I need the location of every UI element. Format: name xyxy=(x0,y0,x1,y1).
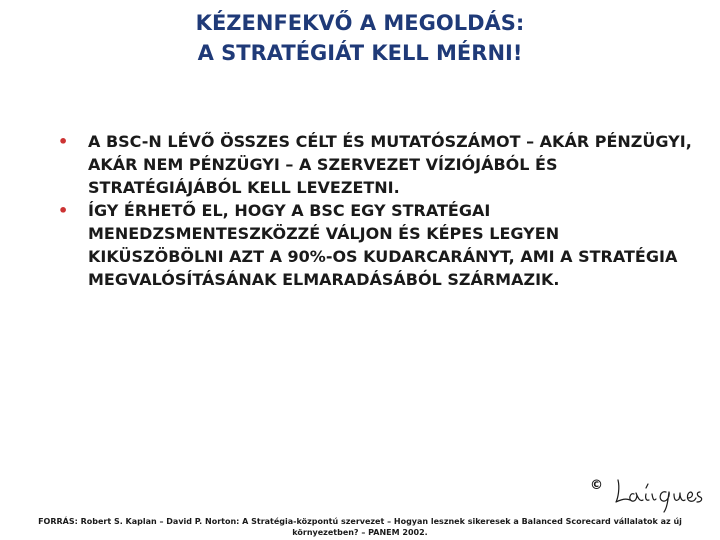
bullet-icon: • xyxy=(58,201,69,220)
bullet-item xyxy=(58,130,698,199)
bullet-icon: • xyxy=(58,132,69,151)
bullet-list xyxy=(58,130,698,291)
title-line-2: A STRATÉGIÁT KELL MÉRNI! xyxy=(197,41,523,65)
slide-title xyxy=(0,8,720,68)
footer-line-1: FORRÁS: Robert S. Kaplan – David P. Norton: A Stratégia-központú szervezet – Hogyan lesznek sikeresek a Balanced Scorecard vállalatok az új xyxy=(38,517,682,526)
title-line-1: KÉZENFEKVŐ A MEGOLDÁS: xyxy=(195,11,525,35)
bullet-text: ÍGY ÉRHETŐ EL, HOGY A BSC EGY STRATÉGAI MENEDZSMENTESZKÖZZÉ VÁLJON ÉS KÉPES LEGYEN KIKÜSZÖBÖLNI AZT A 90%-OS KUDARCARÁNYT, AMI A STRATÉGIA MEGVALÓSÍTÁSÁNAK ELMARADÁSÁBÓL SZÁRMAZIK. xyxy=(88,201,678,289)
bullet-text: A BSC-N LÉVŐ ÖSSZES CÉLT ÉS MUTATÓSZÁMOT – AKÁR PÉNZÜGYI, AKÁR NEM PÉNZÜGYI – A SZERVEZET VÍZIÓJÁBÓL ÉS STRATÉGIÁJÁBÓL KELL LEVEZETNI. xyxy=(88,132,692,197)
copyright-icon: © xyxy=(590,478,603,493)
handwritten-signature xyxy=(590,470,710,514)
bullet-item xyxy=(58,199,698,291)
footer-line-2: környezetben? – PANEM 2002. xyxy=(292,528,428,537)
signature-block xyxy=(590,470,710,514)
source-footer xyxy=(10,516,710,538)
